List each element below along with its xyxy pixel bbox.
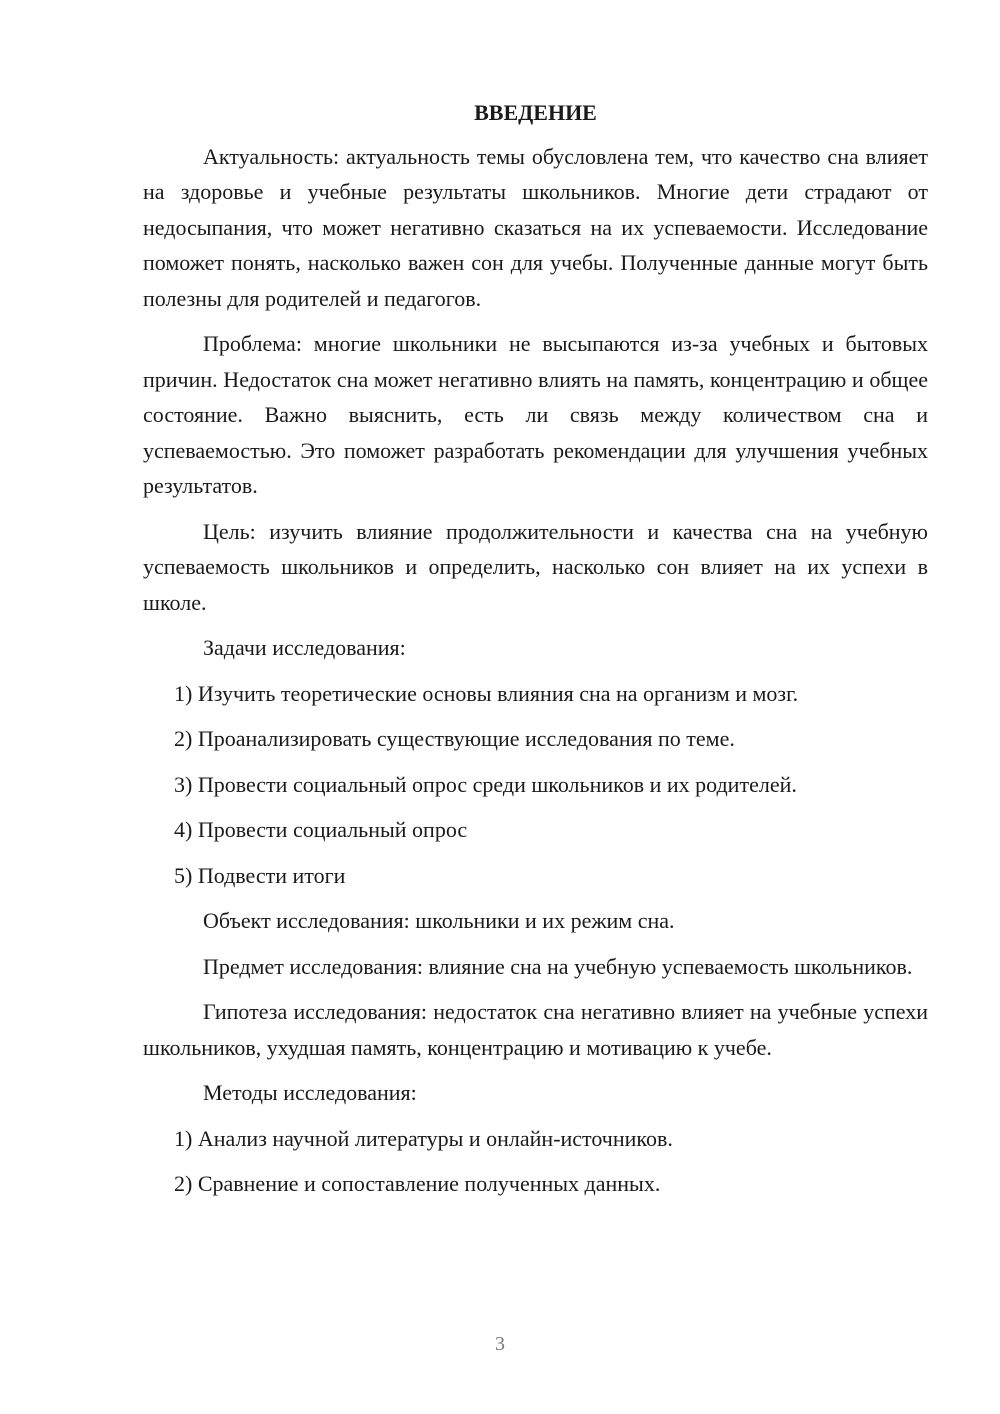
methods-heading: Методы исследования: — [203, 1080, 417, 1105]
task-item: 4) Провести социальный опрос — [174, 817, 468, 842]
task-item: 5) Подвести итоги — [174, 862, 346, 888]
object-paragraph: Объект исследования: школьники и их режим сна. — [203, 908, 675, 933]
methods-list — [143, 1121, 928, 1202]
subject-paragraph: Предмет исследования: влияние сна на учебную успеваемость школьников. — [203, 953, 913, 979]
goal-paragraph: Цель: изучить влияние продолжительности и качества сна на учебную успеваемость школьников и определить, насколько сон влияет на их успехи в школе. — [143, 518, 928, 615]
tasks-heading: Задачи исследования: — [203, 635, 406, 660]
tasks-list — [143, 676, 928, 894]
relevance-paragraph: Актуальность: актуальность темы обусловлена тем, что качество сна влияет на здоровье и учебные результаты школьников. Многие дети страдают от недосыпания, что может негативно сказаться на их успеваемости. Исследование поможет понять, насколько важен сон для учебы. Полученные данные могут быть полезны для родителей и педагогов. — [143, 143, 928, 311]
hypothesis-paragraph: Гипотеза исследования: недостаток сна негативно влияет на учебные успехи школьников, ухудшая память, концентрацию и мотивацию к учебе. — [143, 999, 928, 1060]
task-item: 3) Провести социальный опрос среди школьников и их родителей. — [174, 771, 797, 797]
section-title: ВВЕДЕНИЕ — [474, 100, 597, 125]
task-item: 2) Проанализировать существующие исследования по теме. — [174, 726, 735, 751]
document-page — [143, 95, 928, 1212]
method-item: 2) Сравнение и сопоставление полученных данных. — [174, 1171, 661, 1196]
page-number: 3 — [495, 1333, 505, 1355]
method-item: 1) Анализ научной литературы и онлайн-источников. — [174, 1125, 673, 1151]
problem-paragraph: Проблема: многие школьники не высыпаются из-за учебных и бытовых причин. Недостаток сна может негативно влиять на память, концентрацию и общее состояние. Важно выяснить, есть ли связь между количеством сна и успеваемостью. Это поможет разработать рекомендации для улучшения учебных результатов. — [143, 331, 928, 498]
task-item: 1) Изучить теоретические основы влияния сна на организм и мозг. — [174, 680, 799, 706]
